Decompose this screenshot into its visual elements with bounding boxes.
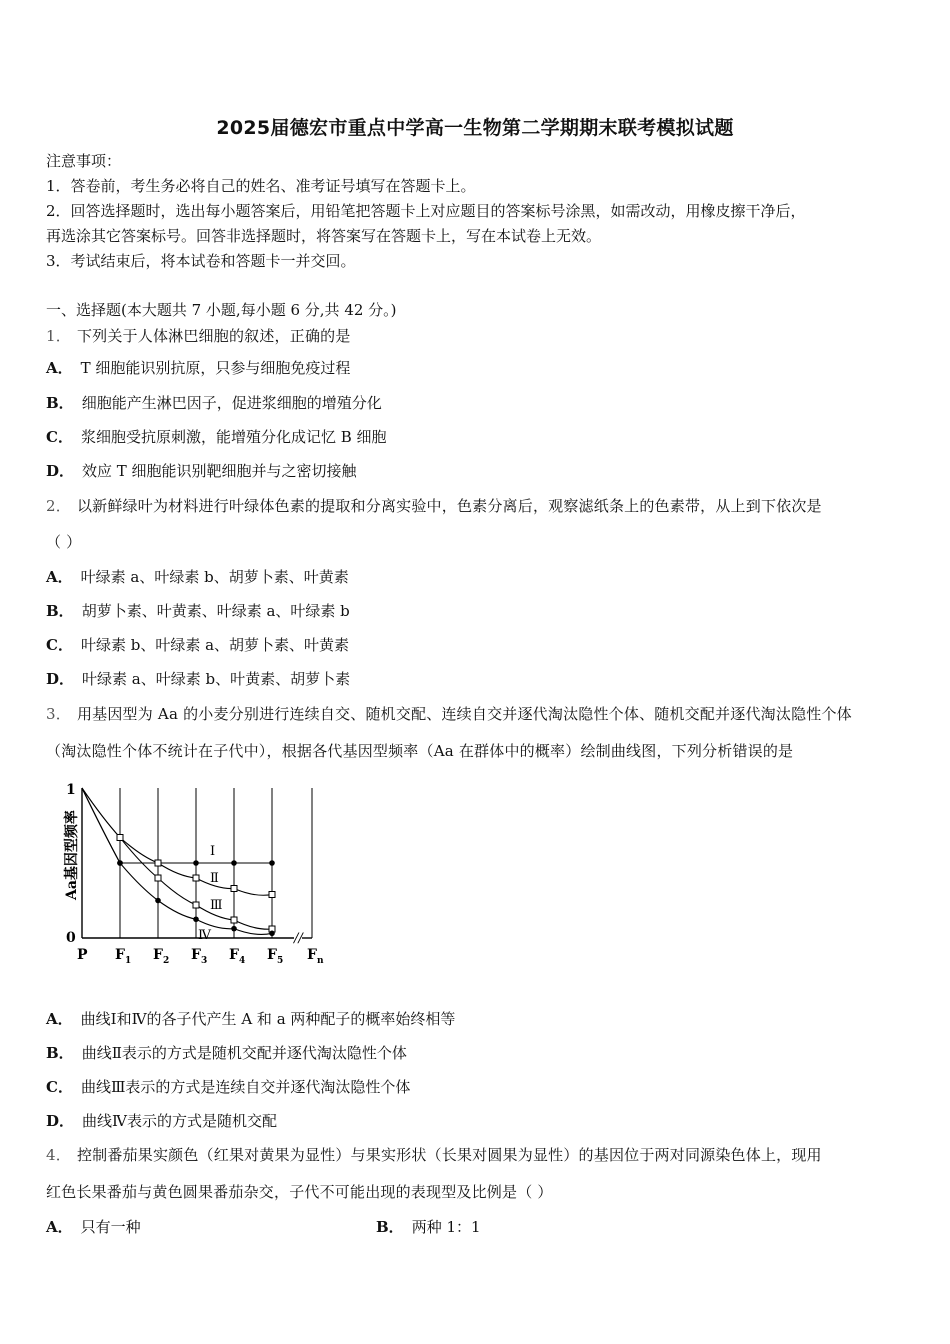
x-tick-label: $F_5$ (267, 947, 284, 966)
axis-break-mark: // (294, 931, 303, 946)
data-point (117, 860, 123, 866)
option-label: B． (46, 1044, 74, 1062)
q1-option-b[interactable] (46, 392, 382, 414)
page-title: 2025届德宏市重点中学高一生物第二学期期末联考模拟试题 (216, 117, 734, 139)
data-point (231, 860, 237, 866)
data-point (269, 931, 275, 937)
option-text: 曲线Ⅱ表示的方式是随机交配并逐代淘汰隐性个体 (81, 1044, 407, 1062)
data-point (269, 860, 275, 866)
option-label: C． (46, 428, 73, 446)
option-label: A． (46, 1010, 73, 1028)
q1-option-d[interactable] (46, 460, 357, 482)
q4-option-a[interactable] (46, 1216, 141, 1238)
q2-option-d[interactable] (46, 668, 350, 690)
data-point (231, 886, 237, 892)
question-1-stem (46, 325, 351, 347)
question-2-stem-cont: （ ） (46, 533, 82, 551)
option-text: 叶绿素 a、叶绿素 b、胡萝卜素、叶黄素 (80, 568, 349, 586)
data-point (155, 898, 161, 904)
option-label: B． (46, 602, 74, 620)
q2-option-c[interactable] (46, 634, 349, 656)
question-text: 下列关于人体淋巴细胞的叙述，正确的是 (76, 327, 351, 345)
option-text: 只有一种 (80, 1218, 141, 1236)
data-point (269, 892, 275, 898)
curve-label-2: Ⅱ (210, 871, 219, 886)
q2-option-a[interactable] (46, 566, 349, 588)
question-number: 3． (46, 705, 71, 723)
option-label: D． (46, 1112, 75, 1130)
option-label: A． (46, 1218, 73, 1236)
series-line (82, 788, 272, 863)
data-point (193, 916, 199, 922)
q1-option-c[interactable] (46, 426, 387, 448)
option-text: 曲线Ⅲ表示的方式是连续自交并逐代淘汰隐性个体 (80, 1078, 411, 1096)
q3-option-b[interactable] (46, 1042, 407, 1064)
question-text: 控制番茄果实颜色（红果对黄果为显性）与果实形状（长果对圆果为显性）的基因位于两对同源染色体上，现用 (76, 1146, 822, 1164)
question-2-stem (46, 495, 822, 517)
q3-option-d[interactable] (46, 1110, 277, 1132)
option-text: 胡萝卜素、叶黄素、叶绿素 a、叶绿素 b (81, 602, 350, 620)
data-point (193, 902, 199, 908)
data-point (231, 926, 237, 932)
curve-label-4: Ⅳ (198, 928, 211, 943)
notice-heading: 注意事项： (46, 152, 122, 170)
series-line (82, 788, 272, 934)
series-line (82, 788, 272, 929)
series-line (82, 788, 272, 895)
question-3-stem (46, 703, 852, 725)
question-text: 用基因型为 Aa 的小麦分别进行连续自交、随机交配、连续自交并逐代淘汰隐性个体、随机交配并逐代淘汰隐性个体 (76, 705, 852, 723)
q3-option-c[interactable] (46, 1076, 410, 1098)
question-number: 4． (46, 1146, 71, 1164)
notice-item: 2．回答选择题时，选出每小题答案后，用铅笔把答题卡上对应题目的答案标号涂黑，如需改动，用橡皮擦干净后， (46, 202, 806, 220)
option-text: 曲线Ⅳ表示的方式是随机交配 (82, 1112, 278, 1130)
data-point (117, 835, 123, 841)
option-label: B． (46, 394, 74, 412)
notice-item: 3．考试结束后，将本试卷和答题卡一并交回。 (46, 252, 356, 270)
option-label: C． (46, 1078, 73, 1096)
x-tick-label: $F_n$ (307, 947, 324, 966)
option-label: C． (46, 636, 73, 654)
x-tick-label: $F_3$ (191, 947, 208, 966)
question-text: 以新鲜绿叶为材料进行叶绿体色素的提取和分离实验中，色素分离后，观察滤纸条上的色素带，从上到下依次是 (76, 497, 822, 515)
q4-option-b[interactable] (376, 1216, 481, 1238)
option-text: 叶绿素 a、叶绿素 b、叶黄素、胡萝卜素 (82, 670, 351, 688)
option-text: 细胞能产生淋巴因子，促进浆细胞的增殖分化 (81, 394, 382, 412)
data-point (155, 875, 161, 881)
y-zero-label: 0 (66, 930, 76, 946)
question-3-stem-cont: （淘汰隐性个体不统计在子代中），根据各代基因型频率（Aa 在群体中的概率）绘制曲线图，下列分析错误的是 (46, 742, 794, 760)
section-heading: 一、选择题(本大题共 7 小题,每小题 6 分,共 42 分。) (46, 301, 397, 319)
question-number: 2． (46, 497, 71, 515)
data-point (231, 917, 237, 923)
y-top-label: 1 (66, 782, 76, 798)
x-tick-label: $F_1$ (115, 947, 132, 966)
q3-option-a[interactable] (46, 1008, 455, 1030)
curve-label-1: Ⅰ (210, 844, 216, 859)
option-label: A． (46, 359, 73, 377)
question-number: 1． (46, 327, 71, 345)
option-text: 效应 T 细胞能识别靶细胞并与之密切接触 (82, 462, 357, 480)
x-tick-label: $F_2$ (153, 947, 170, 966)
notice-item: 再选涂其它答案标号。回答非选择题时，将答案写在答题卡上，写在本试卷上无效。 (46, 227, 602, 245)
data-point (193, 875, 199, 881)
x-tick-label: $F_4$ (229, 947, 246, 966)
data-point (193, 860, 199, 866)
option-text: 浆细胞受抗原刺激，能增殖分化成记忆 B 细胞 (80, 428, 387, 446)
option-label: D． (46, 670, 75, 688)
notice-item: 1．答卷前，考生务必将自己的姓名、准考证号填写在答题卡上。 (46, 177, 476, 195)
q1-option-a[interactable] (46, 357, 350, 379)
x-tick-label: P (77, 947, 88, 963)
y-axis-label: Aa基因型频率 (64, 810, 80, 900)
option-label: D． (46, 462, 75, 480)
genotype-frequency-graph (58, 782, 328, 972)
option-label: A． (46, 568, 73, 586)
option-text: T 细胞能识别抗原，只参与细胞免疫过程 (80, 359, 351, 377)
q2-option-b[interactable] (46, 600, 350, 622)
option-text: 曲线Ⅰ和Ⅳ的各子代产生 A 和 a 两种配子的概率始终相等 (80, 1010, 456, 1028)
option-label: B． (376, 1218, 404, 1236)
curve-label-3: Ⅲ (210, 898, 223, 913)
data-point (155, 860, 161, 866)
question-4-stem (46, 1144, 822, 1166)
option-text: 叶绿素 b、叶绿素 a、胡萝卜素、叶黄素 (80, 636, 350, 654)
option-text: 两种 1：1 (411, 1218, 481, 1236)
question-4-stem-cont: 红色长果番茄与黄色圆果番茄杂交，子代不可能出现的表现型及比例是（ ） (46, 1183, 553, 1201)
